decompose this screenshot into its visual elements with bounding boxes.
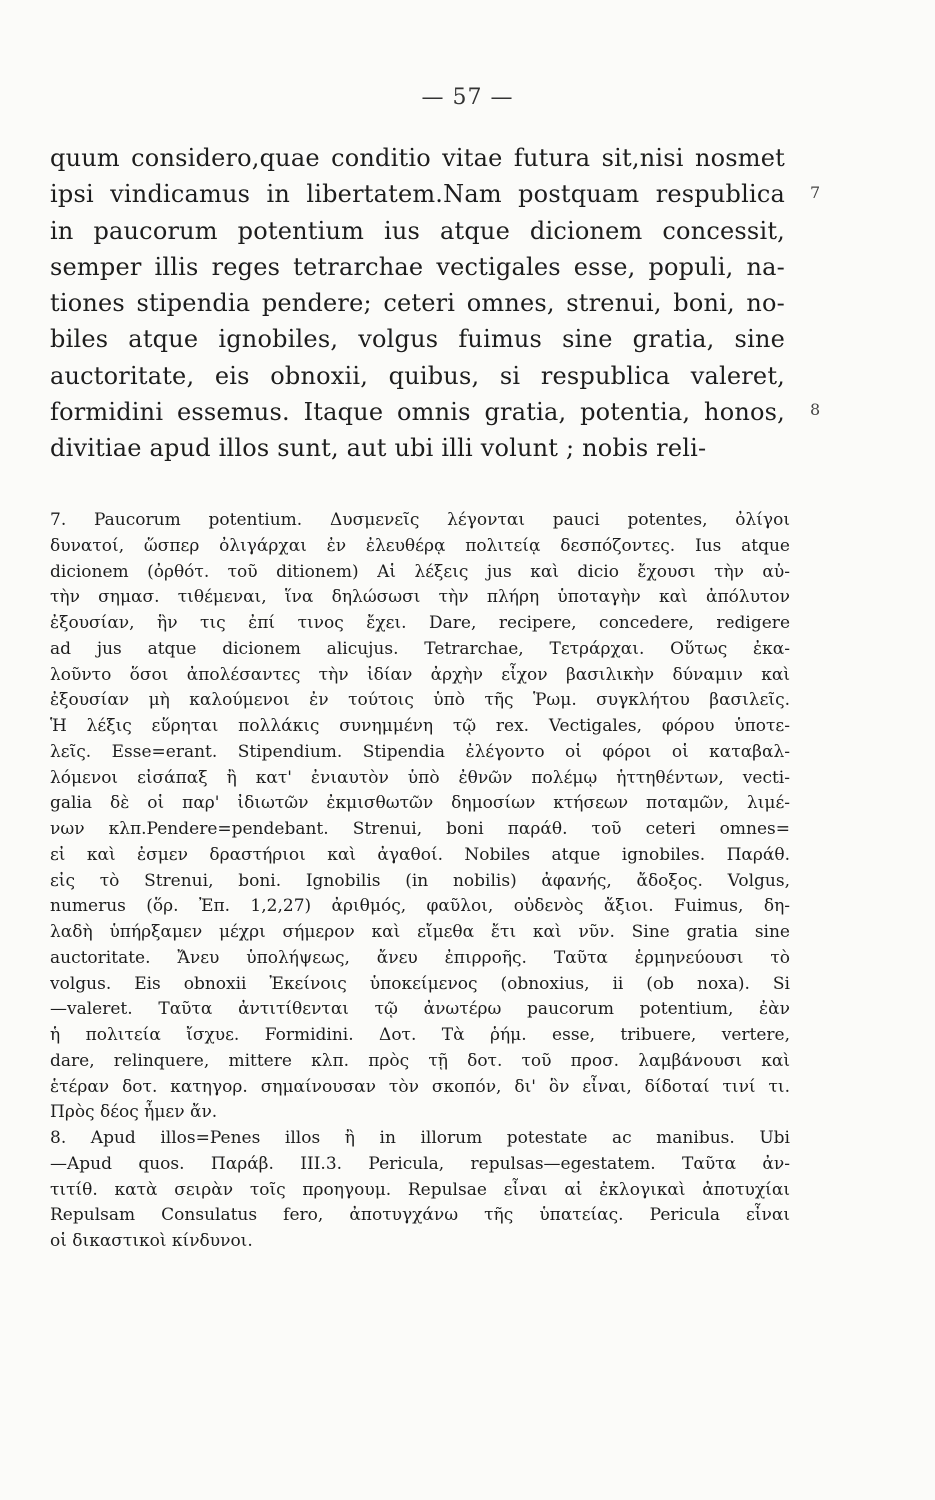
note-line: 8. Apud illos=Penes illos ἢ in illorum potestate ac manibus. Ubi — [50, 1128, 790, 1148]
note-line: δυνατοί, ὥσπερ ὀλιγάρχαι ἐν ἐλευθέρᾳ πολιτείᾳ δεσπόζοντες. Ius atque — [50, 535, 790, 556]
margin-line-number: 7 — [810, 183, 821, 202]
note-line: numerus (ὅρ. Ἐπ. 1,2,27) ἀριθμός, φαῦλοι, οὐδενὸς ἄξιοι. Fuimus, δη- — [50, 896, 790, 917]
note-line: ἐξουσίαν μὴ καλούμενοι ἐν τούτοις ὑπὸ τῆς Ῥωμ. συγκλήτου βασιλεῖς. — [50, 690, 790, 711]
note-line: λεῖς. Esse=erant. Stipendium. Stipendia ἐλέγοντο οἱ φόροι οἱ καταβαλ- — [50, 741, 790, 762]
note-line: τὴν σημασ. τιθέμεναι, ἵνα δηλώσωσι τὴν πλήρη ὑποταγὴν καὶ ἀπόλυτον — [50, 587, 790, 608]
note-line: ad jus atque dicionem alicujus. Tetrarchae, Τετράρχαι. Οὕτως ἐκα- — [50, 638, 790, 659]
note-line: νων κλπ.Pendere=pendebant. Strenui, boni παράθ. τοῦ ceteri omnes= — [50, 819, 790, 839]
main-text — [50, 140, 785, 467]
main-text-line: auctoritate, eis obnoxii, quibus, si respublica valeret, — [50, 361, 785, 390]
main-text-line: in paucorum potentium ius atque dicionem concessit, — [50, 216, 785, 245]
note-line: galia δὲ οἱ παρ' ἰδιωτῶν ἐκμισθωτῶν δημοσίων κτήσεων ποταμῶν, λιμέ- — [50, 793, 790, 814]
margin-line-number: 8 — [810, 400, 821, 419]
main-text-line: formidini essemus. Itaque omnis gratia, potentia, honos, — [50, 398, 785, 427]
main-text-line: biles atque ignobiles, volgus fuimus sine gratia, sine — [50, 325, 785, 354]
main-text-line: tiones stipendia pendere; ceteri omnes, strenui, boni, no- — [50, 289, 785, 318]
note-line: οἱ δικαστικοὶ κίνδυνοι. — [50, 1231, 253, 1251]
note-line: —valeret. Ταῦτα ἀντιτίθενται τῷ ἀνωτέρω paucorum potentium, ἐὰν — [50, 999, 790, 1020]
note-line: dicionem (ὀρθότ. τοῦ ditionem) Αἱ λέξεις jus καὶ dicio ἔχουσι τὴν αὐ- — [50, 561, 790, 582]
note-line: ἡ πολιτεία ἴσχυε. Formidini. Δοτ. Τὰ ῥήμ. esse, tribuere, vertere, — [50, 1025, 790, 1045]
note-line: Repulsam Consulatus fero, ἀποτυγχάνω τῆς ὑπατείας. Pericula εἶναι — [50, 1205, 790, 1226]
note-line: —Apud quos. Παράβ. III.3. Pericula, repulsas—egestatem. Ταῦτα ἀν- — [50, 1153, 790, 1174]
note-line: dare, relinquere, mittere κλπ. πρὸς τῇ δοτ. τοῦ προσ. λαμβάνουσι καὶ — [50, 1050, 790, 1071]
note-line: εἰς τὸ Strenui, boni. Ignobilis (in nobilis) ἀφανής, ἄδοξος. Volgus, — [50, 870, 790, 891]
note-line: ἐξουσίαν, ἣν τις ἐπί τινος ἔχει. Dare, recipere, concedere, redigere — [50, 613, 790, 633]
note-line: εἰ καὶ ἐσμεν δραστήριοι καὶ ἀγαθοί. Nobiles atque ignobiles. Παράθ. — [50, 844, 790, 865]
note-line: τιτίθ. κατὰ σειρὰν τοῖς προηγουμ. Repulsae εἶναι αἱ ἐκλογικαὶ ἀποτυχίαι — [50, 1179, 790, 1200]
note-line: auctoritate. Ἄνευ ὑπολήψεως, ἄνευ ἐπιρροῆς. Ταῦτα ἑρμηνεύουσι τὸ — [50, 947, 790, 968]
note-line: λόμενοι εἰσάπαξ ἢ κατ' ἐνιαυτὸν ὑπὸ ἐθνῶν πολέμῳ ἡττηθέντων, vecti- — [50, 767, 790, 788]
note-line: Ἡ λέξις εὕρηται πολλάκις συνημμένη τῷ rex. Vectigales, φόρου ὑποτε- — [50, 716, 790, 736]
main-text-line: ipsi vindicamus in libertatem.Nam postquam respublica — [50, 180, 785, 209]
main-text-line: divitiae apud illos sunt, aut ubi illi volunt ; nobis reli- — [50, 434, 707, 463]
note-line: λαδὴ ὑπήρξαμεν μέχρι σήμερον καὶ εἴμεθα ἔτι καὶ νῦν. Sine gratia sine — [50, 922, 790, 942]
note-line: λοῦντο ὅσοι ἀπολέσαντες τὴν ἰδίαν ἀρχὴν εἶχον βασιλικὴν δύναμιν καὶ — [50, 664, 790, 685]
page-number: — 57 — — [421, 85, 514, 110]
note-line: 7. Paucorum potentium. Δυσμενεῖς λέγονται pauci potentes, ὀλίγοι — [50, 510, 790, 530]
note-line: Πρὸς δέος ἦμεν ἄν. — [50, 1102, 218, 1123]
main-text-line: quum considero,quae conditio vitae futura sit,nisi nosmet — [50, 144, 785, 172]
commentary-notes — [50, 508, 790, 1255]
note-line: ἑτέραν δοτ. κατηγορ. σημαίνουσαν τὸν σκοπόν, δι' ὃν εἶναι, δίδοταί τινί τι. — [50, 1076, 790, 1097]
note-line: volgus. Eis obnoxii Ἐκείνοις ὑποκείμενος (obnoxius, ii (ob noxa). Si — [50, 973, 790, 994]
main-text-line: semper illis reges tetrarchae vectigales esse, populi, na- — [50, 252, 785, 281]
